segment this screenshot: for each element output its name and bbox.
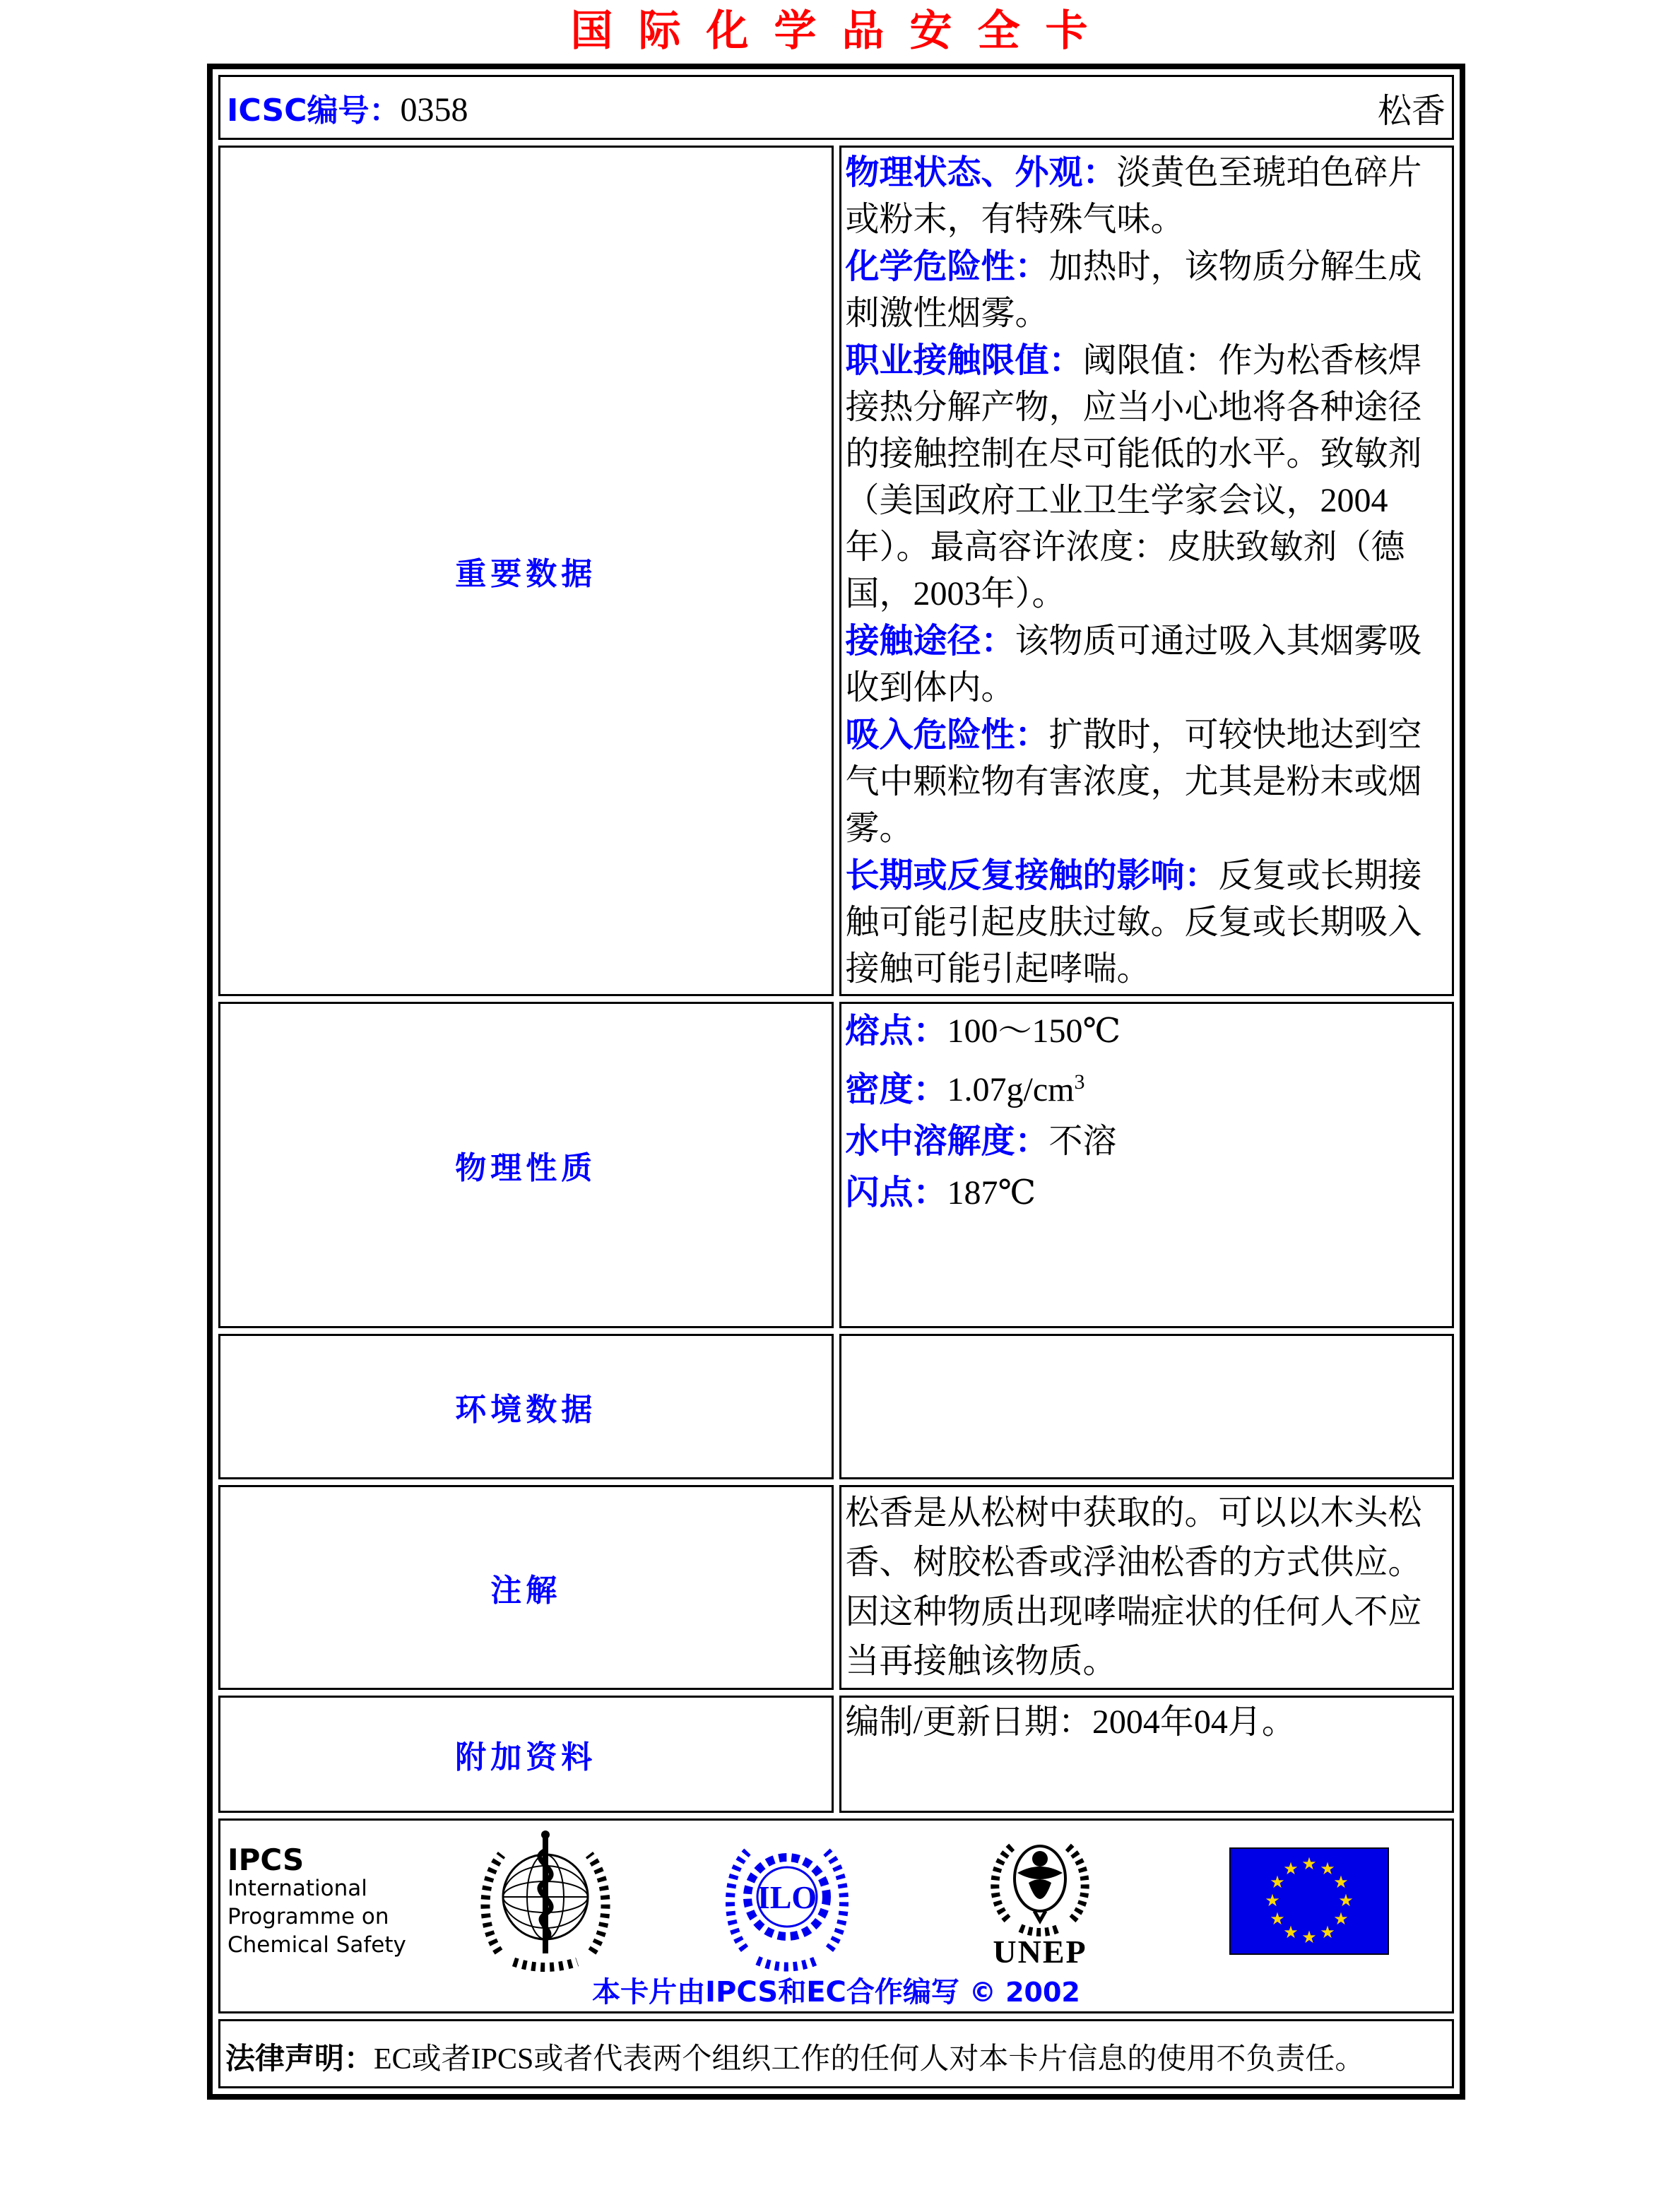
svg-text:★: ★ (1301, 1927, 1317, 1947)
svg-text:★: ★ (1270, 1909, 1285, 1929)
entry-chemical-danger (846, 243, 1446, 337)
credit-text: 本卡片由IPCS和EC合作编写 (592, 1976, 959, 2009)
svg-text:★: ★ (1333, 1872, 1349, 1892)
credit-line (220, 1970, 1452, 2010)
svg-text:★: ★ (1283, 1859, 1299, 1879)
entry-label: 化学危险性： (845, 247, 1049, 286)
svg-text:★: ★ (1265, 1891, 1280, 1910)
entry-text: 187℃ (947, 1174, 1036, 1212)
entry-text: 反复或长期接触可能引起皮肤过敏。反复或长期吸入接触可能引起哮喘。 (845, 857, 1422, 988)
unep-logo (980, 1829, 1100, 1968)
svg-text:★: ★ (1270, 1872, 1285, 1892)
ipcs-line: Chemical Safety (227, 1932, 406, 1958)
svg-text:★: ★ (1320, 1859, 1335, 1879)
additional-content (839, 1696, 1455, 1813)
entry-label: 水中溶解度： (845, 1121, 1049, 1161)
svg-text:★: ★ (1283, 1922, 1299, 1942)
entry-label: 闪点： (845, 1173, 947, 1212)
header-row (218, 75, 1454, 140)
entry-text: 淡黄色至琥珀色碎片或粉末，有特殊气味。 (845, 154, 1422, 238)
ipcs-line: International (227, 1876, 367, 1901)
entry-label: 接触途径： (845, 621, 1015, 661)
page-title: 国际化学品安全卡 (570, 6, 1113, 56)
eu-flag-icon (1229, 1847, 1389, 1955)
ilo-logo (723, 1829, 851, 1977)
section-label-notes: 注解 (218, 1485, 834, 1690)
entry-text: 1.07g/cm (947, 1071, 1075, 1108)
environment-content (839, 1334, 1455, 1479)
entry-physical-state (846, 149, 1446, 243)
section-environment (218, 1334, 1454, 1479)
icsc-number-label: ICSC编号： (227, 93, 401, 129)
legal-text: EC或者IPCS或者代表两个组织工作的任何人对本卡片信息的使用不负责任。 (374, 2042, 1365, 2076)
ipcs-line: Programme on (227, 1904, 389, 1929)
physical-content (839, 1002, 1455, 1328)
logos-row (218, 1818, 1454, 2013)
icsc-card (207, 64, 1465, 2100)
entry-text: 不溶 (1048, 1123, 1117, 1160)
svg-text:★: ★ (1333, 1909, 1349, 1929)
entry-label: 职业接触限值： (845, 341, 1083, 380)
ipcs-block (227, 1843, 406, 1959)
entry-text: 该物质可通过吸入其烟雾吸收到体内。 (845, 622, 1422, 706)
entry-superscript: 3 (1074, 1070, 1085, 1094)
entry-occupational-limits (846, 337, 1446, 617)
section-label-important: 重要数据 (218, 146, 834, 996)
entry-label: 熔点： (845, 1011, 947, 1051)
entry-label: 密度： (845, 1070, 947, 1109)
icsc-number (227, 85, 468, 130)
svg-text:★: ★ (1338, 1891, 1354, 1910)
entry-flash-point (846, 1167, 1446, 1219)
svg-text:★: ★ (1301, 1854, 1317, 1874)
who-logo (475, 1826, 616, 1982)
important-content (839, 146, 1455, 996)
section-physical (218, 1002, 1454, 1328)
substance-name: 松香 (1377, 92, 1446, 130)
entry-text: 扩散时，可较快地达到空气中颗粒物有害浓度，尤其是粉末或烟雾。 (845, 716, 1422, 847)
section-notes (218, 1485, 1454, 1690)
entry-density (846, 1057, 1446, 1116)
icsc-number-value: 0358 (400, 91, 468, 129)
entry-inhalation-risk (846, 711, 1446, 852)
entry-label: 长期或反复接触的影响： (845, 856, 1219, 895)
legal-row (218, 2019, 1454, 2088)
notes-text: 松香是从松树中获取的。可以以木头松香、树胶松香或浮油松香的方式供应。因这种物质出现哮喘症状的任何人不应当再接触该物质。 (845, 1494, 1422, 1680)
legal-label: 法律声明： (225, 2040, 374, 2076)
notes-content (839, 1485, 1455, 1690)
copyright: © 2002 (969, 1977, 1080, 2008)
ilo-label: ILO (757, 1879, 817, 1915)
entry-longterm-effects (846, 852, 1446, 993)
unep-emblem (983, 1829, 1096, 1936)
section-label-additional: 附加资料 (218, 1696, 834, 1813)
svg-text:★: ★ (1320, 1922, 1335, 1942)
section-additional (218, 1696, 1454, 1813)
unep-label: UNEP (993, 1934, 1087, 1970)
section-label-physical: 物理性质 (218, 1002, 834, 1328)
additional-text: 编制/更新日期：2004年04月。 (845, 1703, 1296, 1741)
section-label-environment: 环境数据 (218, 1334, 834, 1479)
ipcs-title: IPCS (227, 1843, 305, 1877)
entry-melting-point (846, 1005, 1446, 1057)
entry-exposure-routes (846, 617, 1446, 711)
entry-text: 100～150℃ (947, 1012, 1121, 1050)
section-important (218, 146, 1454, 996)
entry-text: 阈限值：作为松香核焊接热分解产物，应当小心地将各种途径的接触控制在尽可能低的水平。致敏剂（美国政府工业卫生学家会议，2004年）。最高容许浓度：皮肤致敏剂（德国，2003年）。 (845, 342, 1422, 613)
entry-text: 加热时，该物质分解生成刺激性烟雾。 (845, 248, 1422, 332)
entry-label: 吸入危险性： (845, 715, 1049, 755)
entry-water-solubility (846, 1116, 1446, 1167)
entry-label: 物理状态、外观： (845, 153, 1117, 192)
